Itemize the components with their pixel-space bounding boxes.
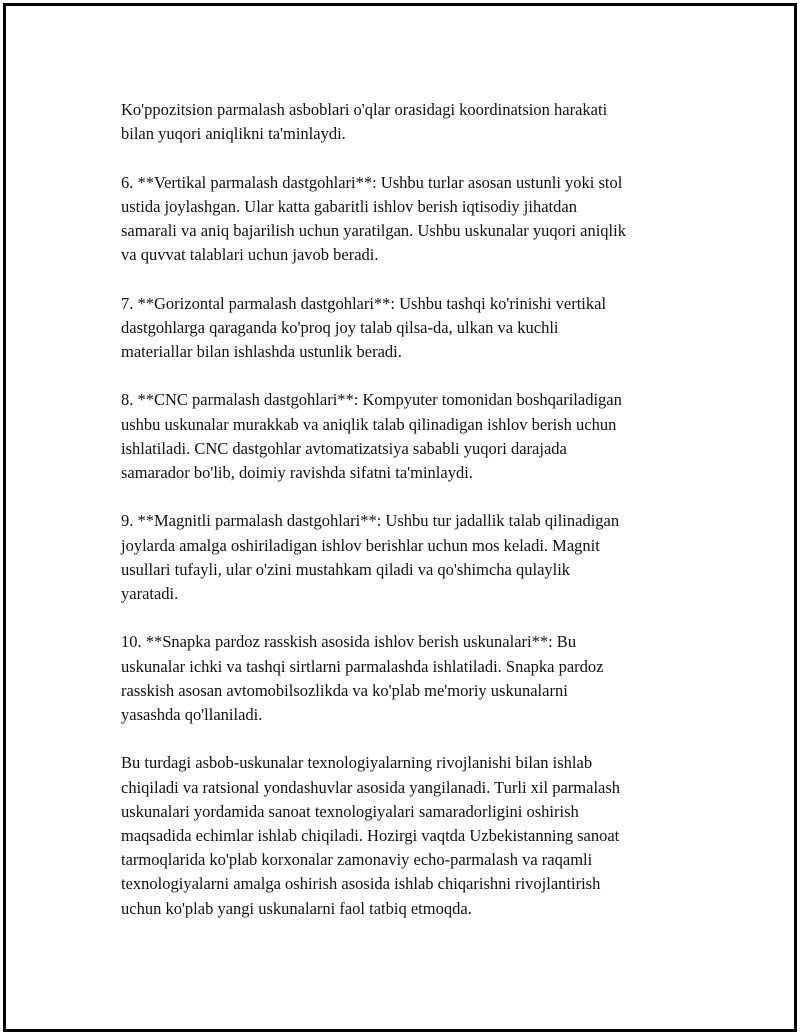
paragraph-item-6: 6. **Vertikal parmalash dastgohlari**: Ushbu turlar asosan ustunli yoki stol ustida joylashgan. Ular katta gabaritli ishlov berish iqtisodiy jihatdan samarali va aniq bajarilish uchun yaratilgan. Ushbu uskunalar yuqori aniqlik va quvvat talablari uchun javob beradi. bbox=[121, 172, 626, 265]
paragraph-item-7: 7. **Gorizontal parmalash dastgohlari**: Ushbu tashqi ko'rinishi vertikal dastgohlarga qaraganda ko'proq joy talab qilsa-da, ulkan va kuchli materiallar bilan ishlashda ustunlik beradi. bbox=[121, 293, 607, 361]
paragraph-intro: Ko'ppozitsion parmalash asboblari o'qlar orasidagi koordinatsion harakati bilan yuqori aniqlikni ta'minlaydi. bbox=[121, 100, 608, 144]
paragraph-item-9: 9. **Magnitli parmalash dastgohlari**: Ushbu tur jadallik talab qilinadigan joylarda amalga oshiriladigan ishlov berishlar uchun mos keladi. Magnit usullari tufayli, ular o'zini mustahkam qiladi va qo'shimcha qulaylik yaratadi. bbox=[121, 511, 620, 603]
document-body bbox=[121, 98, 691, 921]
paragraph-item-10: 10. **Snapka pardoz rasskish asosida ishlov berish uskunalari**: Bu uskunalar ichki va tashqi sirtlarni parmalashda ishlatiladi. Snapka pardoz rasskish asosan avtomobilsozlikda va ko'plab me'moriy uskunalarni yasashda qo'llaniladi. bbox=[121, 632, 604, 724]
page-frame bbox=[3, 3, 797, 1032]
paragraph-conclusion: Bu turdagi asbob-uskunalar texnologiyalarning rivojlanishi bilan ishlab chiqiladi va ratsional yondashuvlar asosida yangilanadi. Turli xil parmalash uskunalari yordamida sanoat texnologiyalari samaradorligini oshirish maqsadida echimlar ishlab chiqiladi. Hozirgi vaqtda Uzbekistanning sanoat tarmoqlarida ko'plab korxonalar zamonaviy echo-parmalash va raqamli texnologiyalarni amalga oshirish asosida ishlab chiqarishni rivojlantirish uchun ko'plab yangi uskunalarni faol tatbiq etmoqda. bbox=[121, 753, 621, 918]
paragraph-item-8: 8. **CNC parmalash dastgohlari**: Kompyuter tomonidan boshqariladigan ushbu uskunalar murakkab va aniqlik talab qilinadigan ishlov berish uchun ishlatiladi. CNC dastgohlar avtomatizatsiya sababli yuqori darajada samarador bo'lib, doimiy ravishda sifatni ta'minlaydi. bbox=[121, 390, 622, 482]
